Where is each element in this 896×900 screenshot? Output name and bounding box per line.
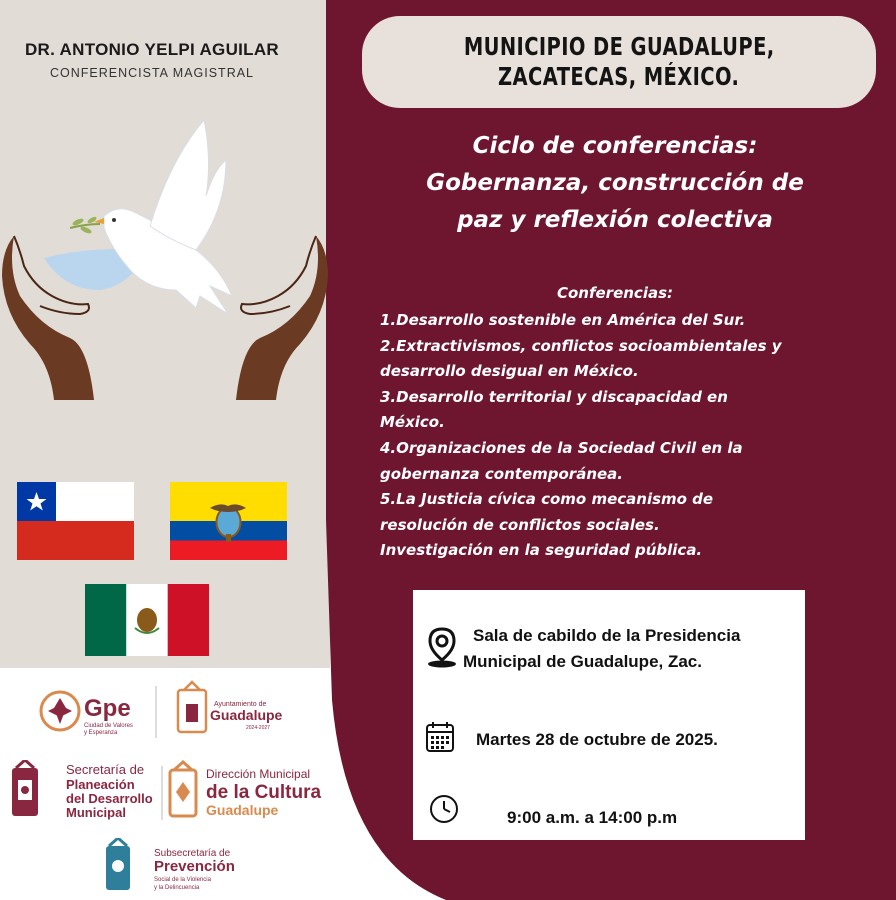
cultura-line-3: Guadalupe xyxy=(206,802,279,818)
logos-row-2 xyxy=(10,760,360,824)
cultura-line-2: de la Cultura xyxy=(206,782,322,803)
prevencion-logo xyxy=(106,838,235,891)
right-hand xyxy=(236,236,328,400)
cultura-logo xyxy=(170,762,322,818)
conference-line: 4.Organizaciones de la Sociedad Civil en la xyxy=(380,438,743,457)
logos-row-3 xyxy=(104,838,254,894)
conference-line: resolución de conflictos sociales. xyxy=(380,515,660,534)
ayuntamiento-sub: 2024-2027 xyxy=(246,725,270,731)
event-details-box xyxy=(413,590,805,840)
prevencion-line-3: Social de la Violencia xyxy=(154,877,211,883)
planeacion-line-4: Municipal xyxy=(66,805,126,820)
logos-row-1 xyxy=(34,680,286,742)
venue-line-1: Sala de cabildo de la Presidencia xyxy=(473,626,741,645)
title-banner xyxy=(362,16,876,108)
ecuador-flag xyxy=(170,482,287,560)
conference-line: 2.Extractivismos, conflictos socioambientales y xyxy=(380,336,782,355)
conference-line: desarrollo desigual en México. xyxy=(380,362,639,381)
planeacion-line-2: Planeación xyxy=(66,777,135,792)
ayuntamiento-name: Guadalupe xyxy=(210,707,283,723)
dove-hands-illustration xyxy=(0,100,330,420)
cycle-heading xyxy=(380,128,850,239)
dove-wing xyxy=(150,120,226,250)
speaker-name: DR. ANTONIO YELPI AGUILAR xyxy=(24,40,280,59)
planeacion-line-1: Secretaría de xyxy=(66,762,145,777)
gpe-mark: Gpe xyxy=(84,695,131,722)
gpe-tagline-2: y Esperanza xyxy=(84,730,118,736)
cycle-line-2: Gobernanza, construcción de xyxy=(426,170,804,196)
title-line-2: ZACATECAS, MÉXICO. xyxy=(498,62,740,91)
gpe-tagline-1: Ciudad de Valores xyxy=(84,723,133,729)
prevencion-line-4: y la Delincuencia xyxy=(154,885,200,891)
conference-line: Investigación en la seguridad pública. xyxy=(380,541,703,560)
dove-eye xyxy=(112,218,116,222)
clock-icon xyxy=(429,794,459,824)
cultura-line-1: Dirección Municipal xyxy=(206,767,311,781)
conference-line: México. xyxy=(380,413,445,432)
map-pin-icon xyxy=(425,626,459,668)
conference-line: 5.La Justicia cívica como mecanismo de xyxy=(380,490,714,509)
gpe-logo xyxy=(41,692,133,736)
event-date: Martes 28 de octubre de 2025. xyxy=(476,730,718,749)
ayuntamiento-small: Ayuntamiento de xyxy=(214,701,267,708)
planeacion-logo xyxy=(12,760,153,820)
planeacion-line-3: del Desarrollo xyxy=(66,791,153,806)
conference-line: 1.Desarrollo sostenible en América del Sur. xyxy=(380,311,746,329)
cycle-line-1: Ciclo de conferencias: xyxy=(472,133,758,159)
venue-line-2: Municipal de Guadalupe, Zac. xyxy=(463,652,702,671)
prevencion-line-2: Prevención xyxy=(154,858,235,875)
calendar-icon xyxy=(425,721,455,753)
conference-line: 3.Desarrollo territorial y discapacidad en xyxy=(380,387,728,406)
prevencion-line-1: Subsecretaría de xyxy=(154,848,231,859)
conference-line: gobernanza contemporánea. xyxy=(380,464,623,483)
chile-flag xyxy=(17,482,134,560)
event-time: 9:00 a.m. a 14:00 p.m xyxy=(507,808,678,827)
conferences-list xyxy=(380,308,860,564)
conferences-heading: Conferencias: xyxy=(556,284,674,302)
cycle-line-3: paz y reflexión colectiva xyxy=(457,207,773,233)
mexico-flag xyxy=(85,584,209,656)
title-line-1: MUNICIPIO DE GUADALUPE, xyxy=(463,32,775,61)
speaker-role: CONFERENCISTA MAGISTRAL xyxy=(49,66,255,80)
ayuntamiento-logo xyxy=(178,682,283,732)
